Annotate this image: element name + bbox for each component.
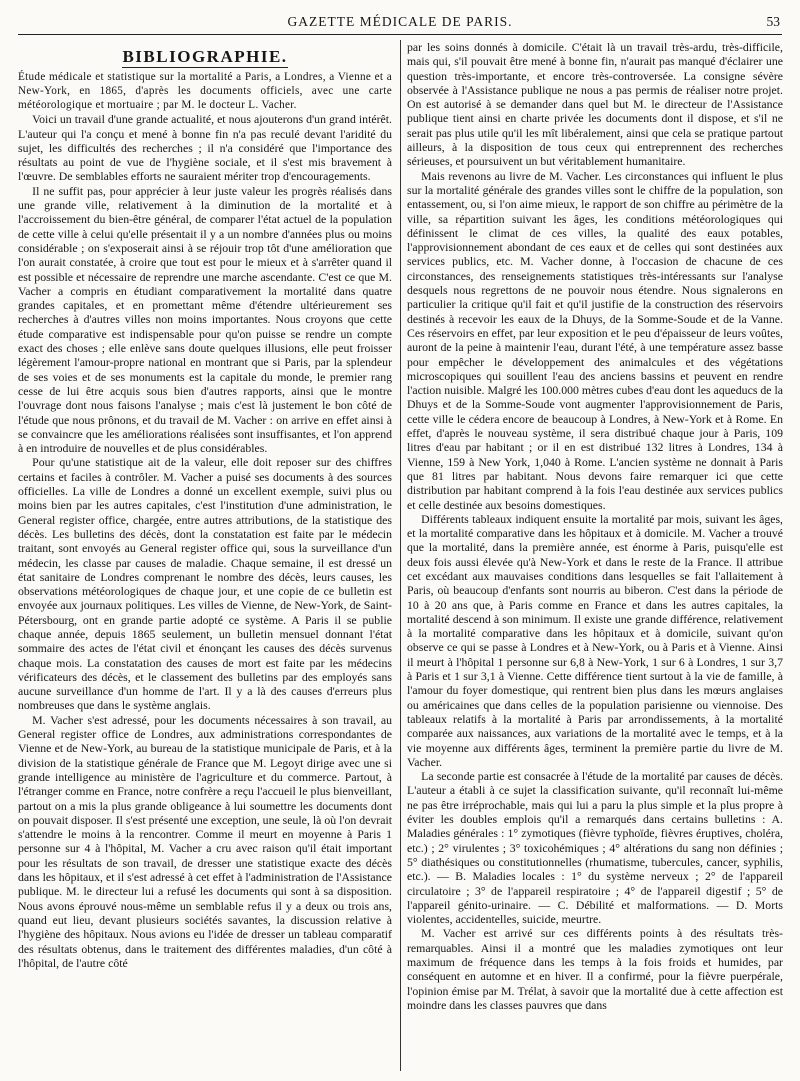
left-paragraph-2: Il ne suffit pas, pour apprécier à leur juste valeur les progrès réalisés dans une grande ville, relativement à la diminution de la mortalité et à l'accroissement du bien-être général, de comparer l'état actuel de la population de cette ville à celui qu'elle présentait il y a un nombre d'années plus ou moins considérable ; on s'exposerait ainsi à se réjouir trop tôt d'une amélioration que l'on aurait constatée, à croire que tout est pour le mieux et à s'arrêter quand il est possible et nécessaire de reprendre une marche ascendante. C'est ce que M. Vacher a compris en étudiant comparativement la mortalité dans quatre grandes capitales, et en promettant même d'étendre ultérieurement ses recherches à d'autres villes non moins importantes. Nous croyons que cette étude comparative est indispensable pour qu'on puisse se rendre un compte exact des choses ; elle enlève sans doute quelques illusions, elle peut froisser légèrement l'amour-propre national en montrant que si Paris, par la splendeur de ses voies et de ses monuments est la capitale du monde, le premier rang cesse de lui être acquis sous bien d'autres rapports, ainsi que le montre l'ouvrage dont nous faisons l'analyse ; mais c'est là justement le bon côté de l'étude que nous prônons, et du travail de M. Vacher : on arrive en effet ainsi à se convaincre que les améliorations réalisées sont insuffisantes, et l'on apprend à en introduire de nouvelles et de plus considérables. — [18, 183, 392, 456]
right-paragraph-5: M. Vacher est arrivé sur ces différents points à des résultats très-remarquables. Ainsi il a montré que les maladies zymotiques ont leur maximum de fréquence dans les temps à la fois froids et humides, par conséquent en automne et en hiver. Il a confirmé, pour la fièvre puerpérale, l'opinion émise par M. Trélat, à savoir que la mortalité due à cette affection est moindre dans les classes pauvres que dans — [407, 926, 783, 1012]
column-divider — [400, 40, 401, 1071]
section-title-text: BIBLIOGRAPHIE. — [122, 47, 288, 66]
right-paragraph-4: La seconde partie est consacrée à l'étude de la mortalité par causes de décès. L'auteur a établi à ce sujet la classification suivante, qu'il reconnaît lui-même ne pas être irréprochable, mais qui lui a paru la plus simple et la plus propre à éviter les doubles emplois qu'il a remarqués dans certains bulletins : A. Maladies générales : 1° zymotiques (fièvre typhoïde, fièvres éruptives, choléra, etc.) ; 2° virulentes ; 3° toxicohémiques ; 4° altérations du sang non définies ; 5° diathésiques ou constitutionnelles (rhumatisme, tubercules, cancer, syphilis, etc.). — B. Maladies locales : 1° du système nerveux ; 2° de l'appareil circulatoire ; 3° de l'appareil respiratoire ; 4° de l'appareil digestif ; 5° de l'appareil génito-urinaire. — C. Débilité et malformations. — D. Morts violentes, accidentelles, suicide, meurtre. — [407, 769, 783, 927]
right-paragraph-1: par les soins donnés à domicile. C'était là un travail très-ardu, très-difficile, mais qui, s'il pouvait être mené à bonne fin, n'aurait pas manqué d'éclairer une question très-importante, et encore très-controversée. La consigne sévère observée à l'Assistance publique ne nous a pas permis de réaliser notre projet. On est autorisé à se demander dans quel but M. le directeur de l'Assistance publique tient ainsi en charte privée les documents dont il dispose, et s'il ne serait pas plus utile qu'il les mît libéralement, ainsi que cela se pratique partout ailleurs, à la disposition de tous ceux qui entreprennent des recherches sérieuses, et poursuivent un but véritablement humanitaire. — [407, 40, 783, 169]
left-column — [18, 40, 392, 1075]
running-head — [18, 12, 782, 35]
right-paragraph-2: Mais revenons au livre de M. Vacher. Les circonstances qui influent le plus sur la mortalité générale des grandes villes sont le chiffre de la population, son entassement, ou, si l'on aime mieux, le rapport de son chiffre au périmètre de la ville, sa répartition suivant les âges, les conditions météorologiques qui définissent le climat de ces villes, la qualité des eaux potables, l'approvisionnement abondant de ces eaux et de celles qui sont destinées aux services publics, etc. M. Vacher donne, à l'occasion de chacune de ces circonstances, des renseignements statistiques très-intéressants sur l'analyse desquels nous regrettons de ne pouvoir nous étendre. Nous signalerons en particulier la critique qu'il fait et qu'il justifie de la construction des réservoirs destinés à recevoir les eaux de la Dhuys, de la Somme-Soude et de la Vanne. Ces réservoirs en effet, par leur exposition et le peu d'épaisseur de leurs voûtes, auront de la peine à maintenir l'eau, durant l'été, à une température assez basse pour empêcher le développement des animalcules et des végétations microscopiques qui souillent l'eau des anciens bassins et peuvent en rendre l'action nuisible. Malgré les 100.000 mètres cubes d'eau dont les aqueducs de la Dhuys et de la Somme-Soude vont augmenter l'approvisionnement de Paris, cette ville le cédera encore de beaucoup à Londres, à New-York et à Rome. En effet, d'après le nouveau système, il sera distribué chaque jour à Paris, 109 litres d'eau par habitant ; or il en est distribué 132 litres à Londres, 134 à Vienne, 159 à New York, 1,040 à Rome. L'ancien système ne donnait à Paris que 81 litres par habitant. Nous devons faire remarquer ici que cette distribution par habitant comprend à la fois l'eau destinée aux services publics et celle destinée aux besoins domestiques. — [407, 168, 783, 512]
left-paragraph-3: Pour qu'une statistique ait de la valeur, elle doit reposer sur des chiffres certains et faciles à contrôler. M. Vacher a puisé ses documents à des sources officielles. La ville de Londres a donné un excellent exemple, suivi plus ou moins bien par les autres capitales, c'est l'institution d'une administration, le General register office, chargée, entre autres attributions, de la statistique des décès. Les bulletins des décès, dont la constatation est faite par le médecin traitant, sont envoyés au General register office qui, sous la surveillance d'un médecin, les classe par causes de maladie. Chaque semaine, il est dressé un état sanitaire de Londres comprenant le nombre des décès, leurs causes, les observations météorologiques de chaque jour, et une copie de ce bulletin est envoyée aux journaux politiques. Les villes de Vienne, de New-York, de Saint-Pétersbourg, ont en grande partie adopté ce système. A Paris il se publie chaque année, depuis 1865 seulement, un bulletin mensuel donnant l'état sommaire des actes de l'état civil et énonçant les causes des décès survenus chaque mois. La constatation des causes de mort est faite par les médecins vérificateurs des décès, et le classement des bulletins par des employés sans aucune surveillance d'un homme de l'art. Il y a là des causes d'erreurs plus nombreuses que dans le système anglais. — [18, 455, 392, 713]
left-paragraph-4: M. Vacher s'est adressé, pour les documents nécessaires à son travail, au General register office de Londres, aux administrations correspondantes de Vienne et de New-York, au bureau de la statistique municipale de Paris, et à la division de la statistique générale de France que M. Legoyt dirige avec une si grande intelligence au ministère de l'agriculture et du commerce. Partout, à l'étranger comme en France, notre confrère a reçu l'accueil le plus bienveillant, partout on a mis la plus grande obligeance à lui soumettre les documents dont on pouvait disposer. Il s'est présenté une exception, une seule, là où l'on devrait s'attendre le moins à la rencontrer. Comme il meurt en moyenne à Paris 1 personne sur 4 à l'hôpital, M. Vacher a cru avec raison qu'il était important pour les résultats de son travail, de dresser une statistique exacte des décès dans les hôpitaux, et il s'est adressé à cet effet à l'administration de l'Assistance publique. M. le directeur lui a refusé les documents qui sont à sa disposition. Nous avons éprouvé nous-même un semblable refus il y a deux ou trois ans, quand eut lieu, devant plusieurs sociétés savantes, la discussion relative à l'hygiène des hôpitaux. Nous avions eu l'idée de dresser un tableau comparatif des résultats obtenus, dans le traitement des différentes maladies, d'un côté à l'hôpital, de l'autre côté — [18, 712, 392, 970]
section-title — [18, 47, 392, 66]
left-paragraph-1: Voici un travail d'une grande actualité, et nous ajouterons d'un grand intérêt. L'auteur qui l'a conçu et mené à bonne fin n'a pas reculé devant l'aridité du sujet, les difficultés des recherches ; il n'a considéré que l'importance des résultats au point de vue de l'hygiène sociale, et il s'est mis bravement à l'œuvre. De semblables efforts ne sauraient mériter trop d'encouragements. — [18, 112, 392, 184]
running-title: GAZETTE MÉDICALE DE PARIS. — [287, 14, 513, 29]
right-paragraph-3: Différents tableaux indiquent ensuite la mortalité par mois, suivant les âges, et la mortalité comparative dans les hôpitaux et à domicile. M. Vacher a trouvé que la mortalité, dans la première année, est énorme à Paris, puisqu'elle est deux fois aussi élevée qu'à New-York et dans le reste de la France. Il attribue cet excédant aux mauvaises conditions dans lesquelles se fait l'allaitement à Paris, où beaucoup d'enfants sont nourris au biberon. C'est dans la période de 10 à 20 ans que, à Paris comme en France et dans les autres capitales, la mortalité descend à son minimum. Il existe une grande différence, relativement à la mortalité comparative dans les hôpitaux et à domicile, suivant qu'on observe ce qui se passe à Londres et à New-York, ou à Paris et à Vienne. Ainsi il meurt à l'hôpital 1 personne sur 6,8 à New-York, 1 sur 6 à Londres, 1 sur 3,7 à Paris et 1 sur 3,1 à Vienne. Cette différence tient surtout à la vie de famille, à l'amour du foyer domestique, qui rentrent bien plus dans les mœurs anglaises ou américaines que dans celles de la population parisienne ou viennoise. Des tableaux relatifs à la mortalité à Paris par arrondissements, à la mortalité comparée aux naissances, aux variations de la mortalité avec le temps, et à la vie moyenne aux différents âges, terminent la première partie du livre de M. Vacher. — [407, 511, 783, 769]
page-number: 53 — [766, 14, 780, 29]
bibliography-entry-title: Étude médicale et statistique sur la mortalité a Paris, a Londres, a Vienne et a New-York, en 1865, d'après les documents officiels, avec une carte météorologique et mortuaire ; par M. le docteur L. Vacher. — [18, 71, 392, 112]
right-column — [407, 40, 783, 1075]
